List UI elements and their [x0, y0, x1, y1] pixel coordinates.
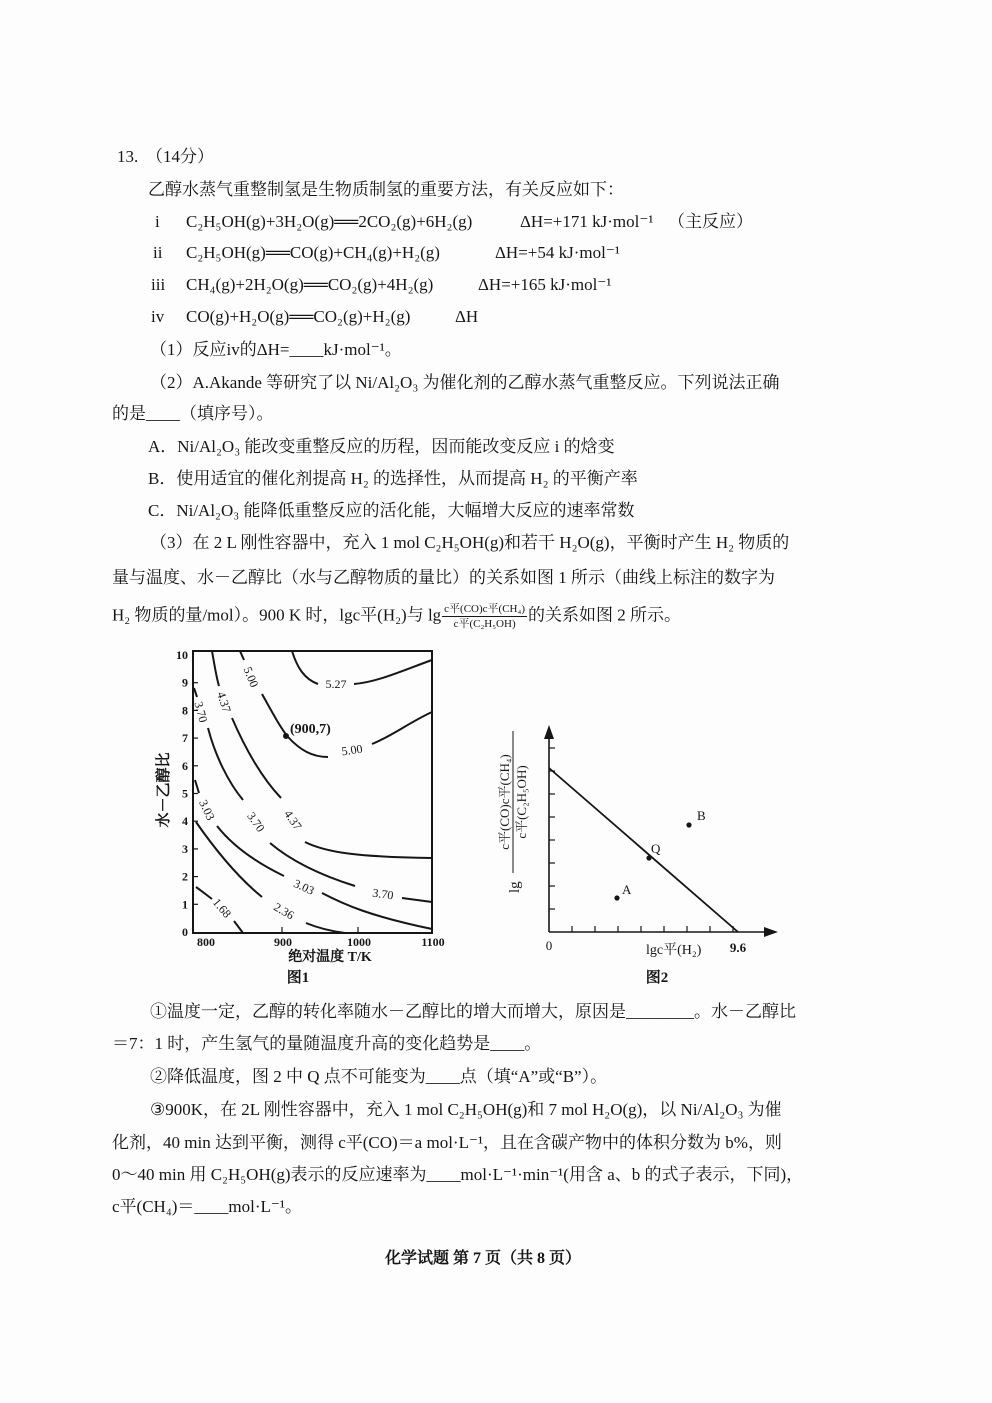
reaction-enthalpy: ΔH=+165 kJ·mol⁻¹ — [478, 275, 612, 294]
contour-label: 2.36 — [271, 899, 297, 923]
y-tick-label: 1 — [182, 897, 188, 912]
contour-label: 3.70 — [191, 700, 211, 724]
reaction-label: i — [155, 212, 160, 231]
figure-1 — [140, 640, 460, 995]
option-a: A．Ni/Al₂O₃ 能改变重整反应的历程，因而能改变反应 i 的焓变 — [148, 437, 615, 456]
y-tick-label: 10 — [176, 648, 188, 662]
subquestion-2-line2: 的是____（填序号）。 — [112, 404, 274, 423]
subquestion-3-line2: 量与温度、水－乙醇比（水与乙醇物质的量比）的关系如图 1 所示（曲线上标注的数字为 — [112, 568, 775, 587]
figure-1-caption: 图1 — [286, 970, 310, 986]
contour-4-37 — [212, 651, 432, 858]
fraction-denominator: c平(C₂H₅OH) — [453, 618, 516, 630]
subquestion-3-line3 — [112, 603, 681, 630]
y-tick-label: 5 — [182, 786, 188, 801]
subquestion-3-line1: （3）在 2 L 刚性容器中，充入 1 mol C₂H₅OH(g)和若干 H₂O(g)，平衡时产生 H₂ 物质的 — [150, 533, 790, 552]
contour-label: 3.70 — [244, 809, 268, 835]
subquestion-3-3-line3: 0～40 min 用 C₂H₅OH(g)表示的反应速率为____mol·L⁻¹·min⁻¹(用含 a、b 的式子表示，下同)， — [112, 1165, 804, 1184]
contour-label: 5.00 — [340, 741, 364, 759]
y-tick-label: 0 — [182, 925, 188, 939]
y-tick-label: 9 — [182, 675, 188, 690]
contour-5-00 — [240, 651, 432, 757]
line3-text-before: H₂ 物质的量/mol）。900 K 时，lgc平(H₂)与 lg — [112, 605, 442, 625]
contour-5-27 — [292, 651, 432, 684]
x-tick-label: 900 — [274, 935, 292, 949]
reaction-equation: C₂H₅OH(g)+3H₂O(g)══2CO₂(g)+6H₂(g) — [186, 212, 473, 231]
contour-label: 3.03 — [196, 797, 218, 823]
point-a — [614, 895, 619, 900]
reaction-enthalpy: ΔH — [455, 307, 479, 326]
x-tick-label: 800 — [197, 935, 215, 949]
point-b — [686, 822, 691, 827]
y-tick-label: 3 — [182, 841, 188, 856]
reaction-equation: CH₄(g)+2H₂O(g)══CO₂(g)+4H₂(g) — [186, 275, 434, 294]
x-axis-label: lgc平(H₂) — [646, 943, 702, 958]
subquestion-3-3-line1: ③900K，在 2L 刚性容器中，充入 1 mol C₂H₅OH(g)和 7 mol H₂O(g)，以 Ni/Al₂O₃ 为催 — [150, 1100, 782, 1119]
contour-label: 1.68 — [209, 895, 235, 921]
y-tick-label: 4 — [182, 814, 188, 829]
question-number: 13. — [117, 147, 139, 166]
option-b: B．使用适宜的催化剂提高 H₂ 的选择性，从而提高 H₂ 的平衡产率 — [148, 469, 638, 488]
marked-point — [283, 733, 289, 739]
x-axis-arrow — [764, 927, 778, 937]
x-intercept-label: 9.6 — [729, 940, 747, 955]
y-label-denominator: c平(C₂H₅OH) — [514, 765, 529, 839]
reaction-equation: CO(g)+H₂O(g)══CO₂(g)+H₂(g) — [186, 307, 411, 326]
intro-text: 乙醇水蒸气重整制氢是生物质制氢的重要方法，有关反应如下： — [148, 180, 624, 199]
question-score: （14分） — [146, 147, 214, 166]
reaction-enthalpy: ΔH=+171 kJ·mol⁻¹ — [520, 212, 654, 231]
y-axis-arrow — [544, 725, 554, 739]
y-tick-label: 8 — [182, 703, 188, 718]
x-axis-label: 绝对温度 T/K — [288, 950, 372, 965]
reaction-label: iv — [151, 307, 165, 326]
page-footer: 化学试题 第 7 页（共 8 页） — [385, 1250, 582, 1267]
line3-text-after: 的关系如图 2 所示。 — [528, 605, 681, 625]
contour-label: 5.00 — [240, 664, 262, 690]
point-q — [646, 855, 651, 860]
y-label-numerator: c平(CO)c平(CH₄) — [497, 754, 512, 850]
subquestion-2-line1: （2）A.Akande 等研究了以 Ni/Al₂O₃ 为催化剂的乙醇水蒸气重整反应。下列说法正确 — [150, 373, 780, 392]
figure-2 — [480, 715, 790, 995]
contour-label: 5.27 — [325, 677, 347, 691]
reaction-note: （主反应） — [668, 212, 753, 231]
subquestion-3-1-line2: ＝7：1 时，产生氢气的量随温度升高的变化趋势是____。 — [112, 1034, 542, 1053]
subquestion-3-3-line2: 化剂，40 min 达到平衡，测得 c平(CO)＝a mol·L⁻¹，且在含碳产物中的体积分数为 b%，则 — [112, 1133, 782, 1152]
y-tick-label: 2 — [182, 869, 188, 884]
y-label-prefix: lg — [507, 881, 523, 893]
origin-label: 0 — [545, 938, 553, 953]
reaction-enthalpy: ΔH=+54 kJ·mol⁻¹ — [495, 243, 620, 262]
marked-point-label: (900,7) — [290, 722, 331, 737]
figure-2-caption: 图2 — [645, 970, 669, 986]
relation-line — [549, 768, 738, 932]
point-a-label: A — [622, 882, 632, 897]
x-tick-label: 1000 — [347, 935, 371, 949]
contour-2-36 — [196, 822, 345, 933]
point-b-label: B — [697, 808, 706, 823]
y-tick-label: 7 — [182, 731, 188, 746]
contour-label: 4.37 — [214, 689, 234, 715]
subquestion-3-1-line1: ①温度一定，乙醇的转化率随水－乙醇比的增大而增大，原因是________。水－乙醇比 — [150, 1002, 796, 1021]
point-q-label: Q — [651, 841, 661, 856]
x-axis-ticks — [572, 926, 733, 932]
contour-label: 4.37 — [281, 807, 305, 833]
x-tick-label: 1100 — [421, 935, 445, 949]
contour-label: 3.03 — [291, 876, 317, 898]
subquestion-3-3-line4: c平(CH₄)＝____mol·L⁻¹。 — [112, 1197, 302, 1216]
reaction-label: iii — [151, 275, 166, 294]
option-c: C．Ni/Al₂O₃ 能降低重整反应的活化能，大幅增大反应的速率常数 — [148, 501, 635, 520]
concentration-fraction — [442, 603, 527, 630]
contour-3-70 — [191, 688, 432, 902]
subquestion-1: （1）反应iv的ΔH=____kJ·mol⁻¹。 — [150, 340, 402, 359]
contour-label: 3.70 — [371, 885, 395, 903]
subquestion-3-2: ②降低温度，图 2 中 Q 点不可能变为____点（填“A”或“B”）。 — [150, 1067, 608, 1086]
y-axis-label — [497, 731, 529, 893]
y-axis-label: 水－乙醇比 — [156, 752, 172, 828]
reaction-equation: C₂H₅OH(g)══CO(g)+CH₄(g)+H₂(g) — [186, 243, 440, 262]
y-tick-label: 6 — [182, 758, 188, 773]
reaction-label: ii — [153, 243, 163, 262]
fraction-numerator: c平(CO)c平(CH₄) — [444, 603, 525, 615]
